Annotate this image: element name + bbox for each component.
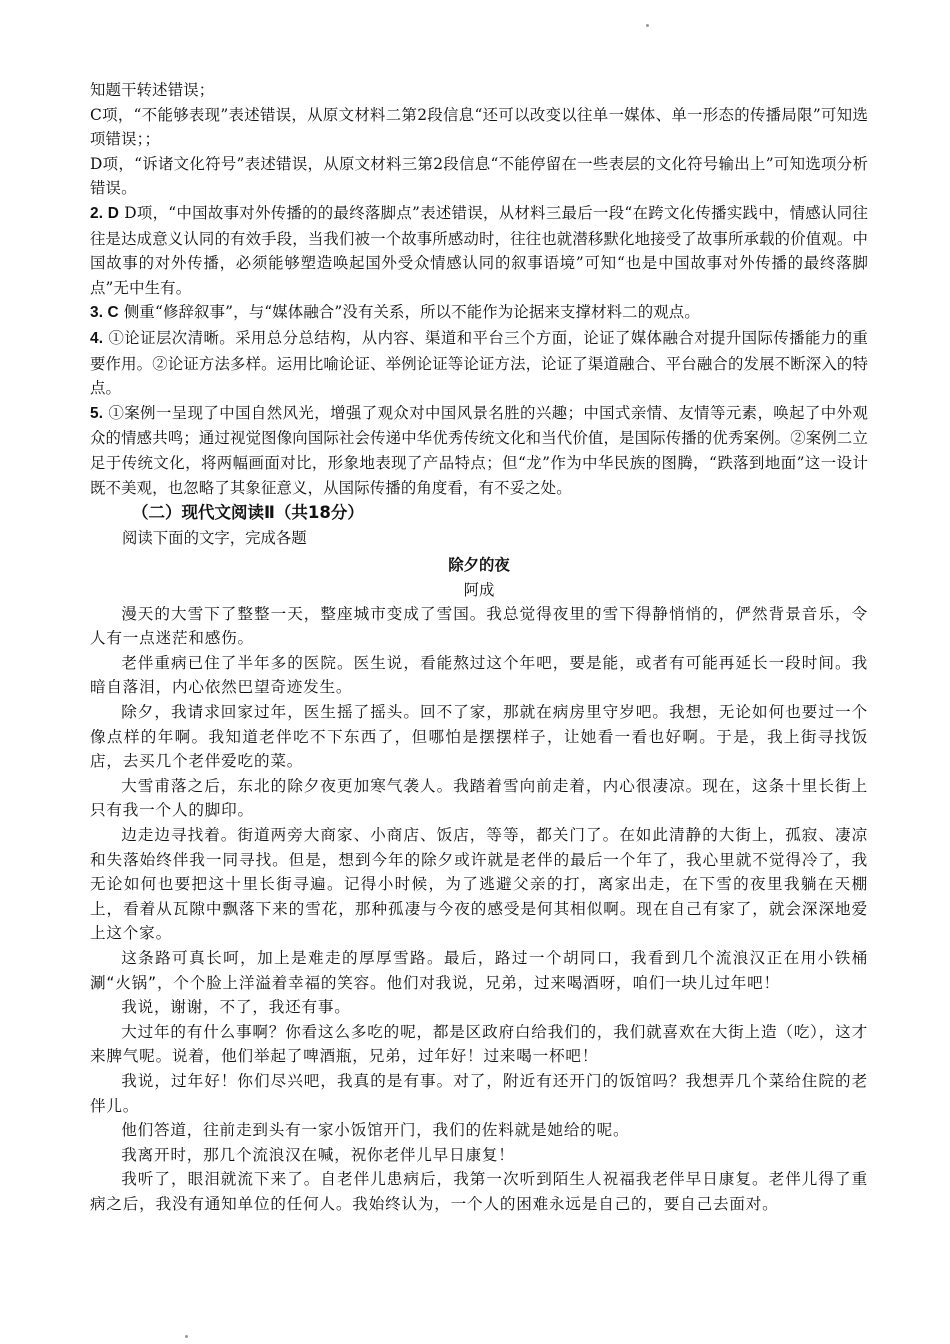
story-paragraph: 除夕，我请求回家过年，医生摇了摇头。回不了家，那就在病房里守岁吧。我想，无论如何也要过一个像点样的年啊。我知道老伴吃不下东西了，但哪怕是摆摆样子，让她看一看也好啊。于是，我上街寻找饭店，去买几个老伴爱吃的菜。 (90, 703, 868, 771)
section-instruction: 阅读下面的文字，完成各题 (122, 529, 307, 548)
story-paragraph: 我听了，眼泪就流下来了。自老伴儿患病后，我第一次听到陌生人祝福我老伴早日康复。老伴儿得了重病之后，我没有通知单位的任何人。我始终认为，一个人的困难永远是自己的，要自己去面对。 (90, 1170, 868, 1213)
page-dot-top (646, 24, 649, 27)
answer-q5-text: ①案例一呈现了中国自然风光，增强了观众对中国风景名胜的兴趣；中国式亲情、友情等元素，唤起了中外观众的情感共鸣；通过视觉图像向国际社会传递中华优秀传统文化和当代价值，是国际传播的优秀案例。②案例二立足于传统文化，将两幅画面对比，形象地表现了产品特点；但“龙”作为中华民族的图腾，“跌落到地面”这一设计既不美观，也忽略了其象征意义，从国际传播的角度看，有不妥之处。 (90, 403, 868, 497)
story-author: 阿成 (463, 580, 495, 599)
answer-q4 (90, 326, 868, 401)
story-paragraph: 他们答道，往前走到头有一家小饭馆开门，我们的佐料就是她给的呢。 (121, 1121, 630, 1140)
story-paragraph: 我离开时，那几个流浪汉在喊，祝你老伴儿早日康复！ (121, 1145, 515, 1164)
answer-c-option: C项，“不能够表现”表述错误，从原文材料二第2段信息“还可以改变以往单一媒体、单一形态的传播局限”可知选项错误；； (90, 105, 868, 149)
answer-q2-text: D项，“中国故事对外传播的的最终落脚点”表述错误，从材料三最后一段“在跨文化传播实践中，情感认同往往是达成意义认同的有效手段，当我们被一个故事所感动时，往往也就潜移默化地接受了故事所承载的价值观。中国故事的对外传播，必须能够塑造唤起国外受众情感认同的叙事语境”可知“也是中国故事对外传播的最终落脚点”无中生有。 (90, 203, 868, 297)
answer-intro-line: 知题干转述错误； (90, 81, 215, 99)
story-paragraph: 边走边寻找着。街道两旁大商家、小商店、饭店，等等，都关门了。在如此清静的大街上，孤寂、凄凉和失落始终伴我一同寻找。但是，想到今年的除夕或许就是老伴的最后一个年了，我心里就不觉得冷了，我无论如何也要把这十里长街寻遍。记得小时候，为了逃避父亲的打，离家出走，在下雪的夜里我躺在天棚上，看着从瓦隙中飘落下来的雪花，那种孤凄与今夜的感受是何其相似啊。现在自己有家了，就会深深地爱上这个家。 (90, 826, 868, 943)
answer-q5-number: 5. (90, 404, 104, 422)
story-paragraph: 大雪甫落之后，东北的除夕夜更加寒气袭人。我踏着雪向前走着，内心很凄凉。现在，这条十里长街上只有我一个人的脚印。 (90, 776, 868, 820)
answer-q4-text: ①论证层次清晰。采用总分总结构，从内容、渠道和平台三个方面，论证了媒体融合对提升国际传播能力的重要作用。②论证方法多样。运用比喻论证、举例论证等论证方法，论证了渠道融合、平台融合的发展不断深入的特点。 (90, 328, 868, 398)
answer-d-option: D项，“诉诸文化符号”表述错误，从原文材料三第2段信息“不能停留在一些表层的文化符号输出上”可知选项分析错误。 (90, 154, 868, 198)
story-paragraph: 这条路可真长呵，加上是难走的厚厚雪路。最后，路过一个胡同口，我看到几个流浪汉正在用小铁桶涮“火锅”，个个脸上洋溢着幸福的笑容。他们对我说，兄弟，过来喝酒呀，咱们一块儿过年吧！ (90, 949, 868, 992)
page-dot-bottom (185, 1335, 188, 1338)
answer-q2-number: 2. D (90, 204, 119, 222)
story-paragraph: 大过年的有什么事啊？你看这么多吃的呢，都是区政府白给我们的，我们就喜欢在大街上造（吃），这才来脾气呢。说着，他们举起了啤酒瓶，兄弟，过年好！过来喝一杯吧！ (90, 1022, 868, 1066)
answer-q4-number: 4. (90, 329, 104, 347)
answer-q3 (90, 300, 868, 326)
answer-q5 (90, 401, 868, 500)
story-paragraph: 我说，谢谢，不了，我还有事。 (121, 998, 351, 1017)
story-paragraph: 漫天的大雪下了整整一天，整座城市变成了雪国。我总觉得夜里的雪下得静悄悄的，俨然背景音乐，令人有一点迷茫和感伤。 (90, 604, 868, 648)
story-paragraph: 我说，过年好！你们尽兴吧，我真的是有事。对了，附近有还开门的饭馆吗？我想弄几个菜给住院的老伴儿。 (90, 1071, 868, 1115)
answer-q3-text: 侧重“修辞叙事”，与“媒体融合”没有关系，所以不能作为论据来支撑材料二的观点。 (118, 303, 700, 322)
document-content (90, 78, 868, 1217)
section-title: （二）现代文阅读Ⅱ（共18分） (132, 503, 364, 523)
answer-q3-number: 3. C (90, 304, 119, 322)
story-body (90, 602, 868, 1217)
story-title: 除夕的夜 (448, 555, 510, 574)
answer-q2 (90, 201, 868, 300)
story-paragraph: 老伴重病已住了半年多的医院。医生说，看能熬过这个年吧，要是能，或者有可能再延长一段时间。我暗自落泪，内心依然巴望奇迹发生。 (90, 653, 868, 697)
